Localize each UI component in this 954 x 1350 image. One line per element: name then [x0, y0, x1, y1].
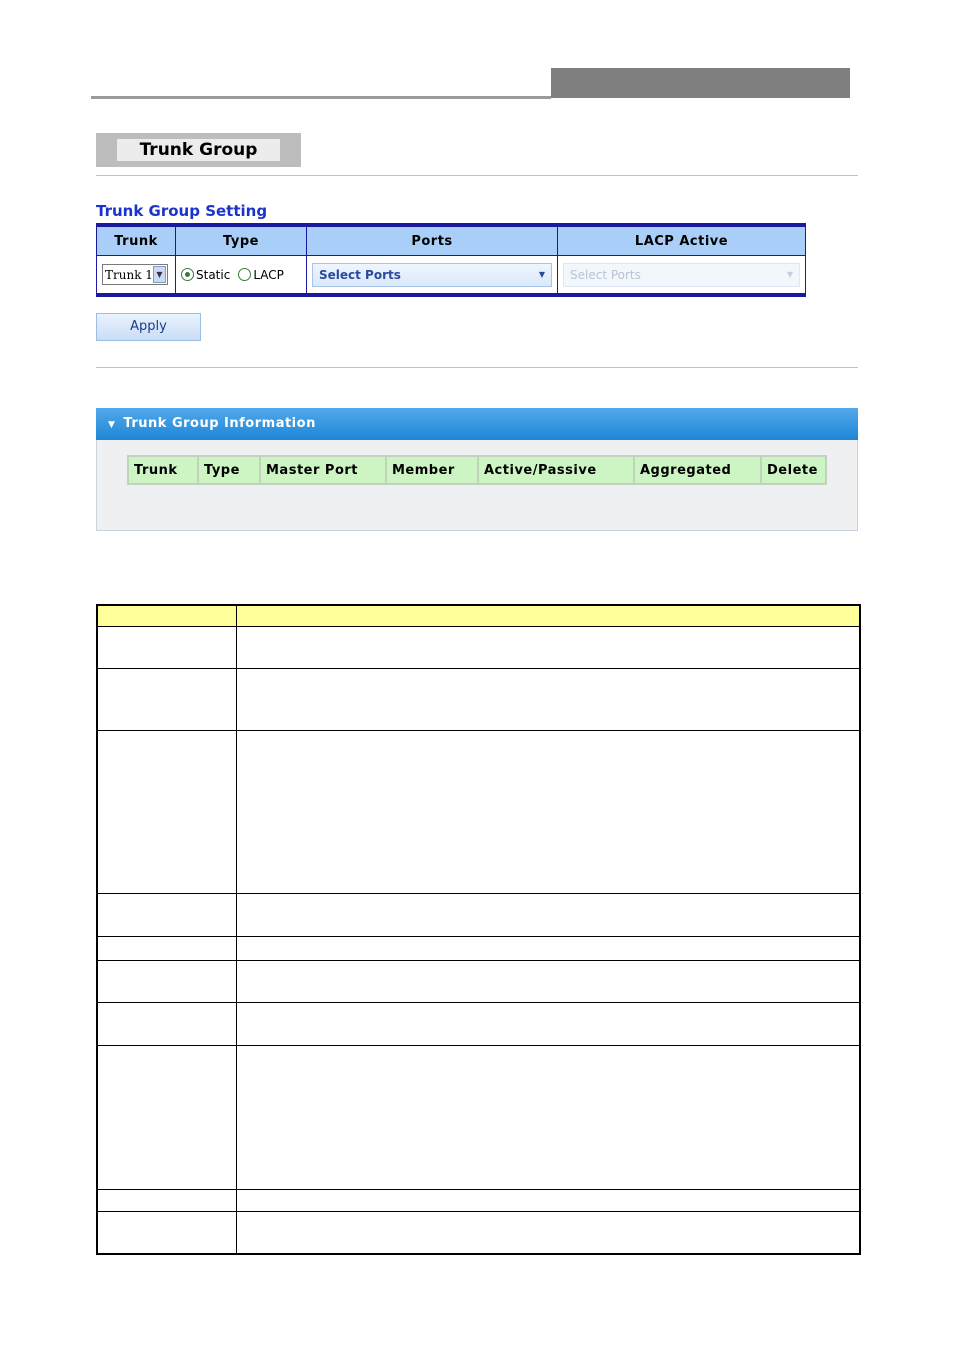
trunk-cell — [97, 256, 176, 295]
collapse-arrow-icon: ▼ — [108, 420, 116, 430]
chevron-down-icon: ▼ — [786, 270, 793, 280]
trunk-select-value: Trunk 1 — [105, 267, 153, 282]
desc-row-object — [97, 894, 237, 936]
type-static-label: Static — [196, 267, 231, 282]
type-lacp-radio[interactable] — [238, 268, 251, 281]
desc-row-object — [97, 1212, 237, 1254]
setting-heading: Trunk Group Setting — [96, 202, 268, 220]
info-col-aggregated: Aggregated — [634, 456, 761, 484]
desc-row-text — [237, 960, 861, 1002]
desc-row-text — [237, 936, 861, 960]
desc-row-object — [97, 1190, 237, 1212]
desc-row-text — [237, 668, 861, 730]
divider — [96, 175, 858, 176]
info-heading: Trunk Group Information — [123, 416, 316, 431]
ports-cell — [307, 256, 558, 295]
info-col-member: Member — [386, 456, 478, 484]
trunk-select[interactable] — [102, 264, 168, 285]
desc-row-object — [97, 668, 237, 730]
desc-row-text — [237, 894, 861, 936]
desc-row-text — [237, 730, 861, 894]
divider — [96, 367, 858, 368]
desc-row-object — [97, 626, 237, 668]
desc-row-text — [237, 1212, 861, 1254]
info-col-master-port: Master Port — [260, 456, 386, 484]
lacp-active-cell — [558, 256, 806, 295]
desc-row-text — [237, 1190, 861, 1212]
desc-row-text — [237, 1045, 861, 1189]
lacp-active-placeholder: Select Ports — [570, 267, 641, 282]
desc-row-text — [237, 1002, 861, 1045]
desc-row-text — [237, 626, 861, 668]
info-col-trunk: Trunk — [128, 456, 198, 484]
col-header-ports: Ports — [307, 225, 558, 256]
info-panel-header[interactable] — [96, 408, 858, 440]
col-header-lacp-active: LACP Active — [558, 225, 806, 256]
header-bar — [551, 68, 850, 98]
description-table — [96, 604, 861, 1255]
chevron-down-icon[interactable]: ▼ — [153, 266, 166, 283]
desc-header-cell — [97, 605, 237, 626]
col-header-type: Type — [176, 225, 307, 256]
trunk-setting-table — [96, 223, 806, 297]
info-col-delete: Delete — [761, 456, 826, 484]
desc-row-object — [97, 1045, 237, 1189]
page-title: Trunk Group — [117, 139, 280, 161]
desc-row-object — [97, 960, 237, 1002]
trunk-info-table — [127, 455, 827, 485]
col-header-trunk: Trunk — [97, 225, 176, 256]
ports-select-placeholder: Select Ports — [319, 267, 401, 282]
lacp-active-select[interactable] — [563, 263, 800, 287]
desc-header-cell — [237, 605, 861, 626]
ports-select[interactable] — [312, 263, 552, 287]
desc-row-object — [97, 936, 237, 960]
type-cell — [176, 256, 307, 295]
info-col-active-passive: Active/Passive — [478, 456, 634, 484]
apply-button[interactable]: Apply — [96, 313, 201, 341]
header-rule — [91, 96, 551, 99]
type-static-radio[interactable] — [181, 268, 194, 281]
info-col-type: Type — [198, 456, 260, 484]
desc-row-object — [97, 730, 237, 894]
chevron-down-icon: ▼ — [538, 270, 545, 280]
type-lacp-label: LACP — [253, 267, 284, 282]
desc-row-object — [97, 1002, 237, 1045]
